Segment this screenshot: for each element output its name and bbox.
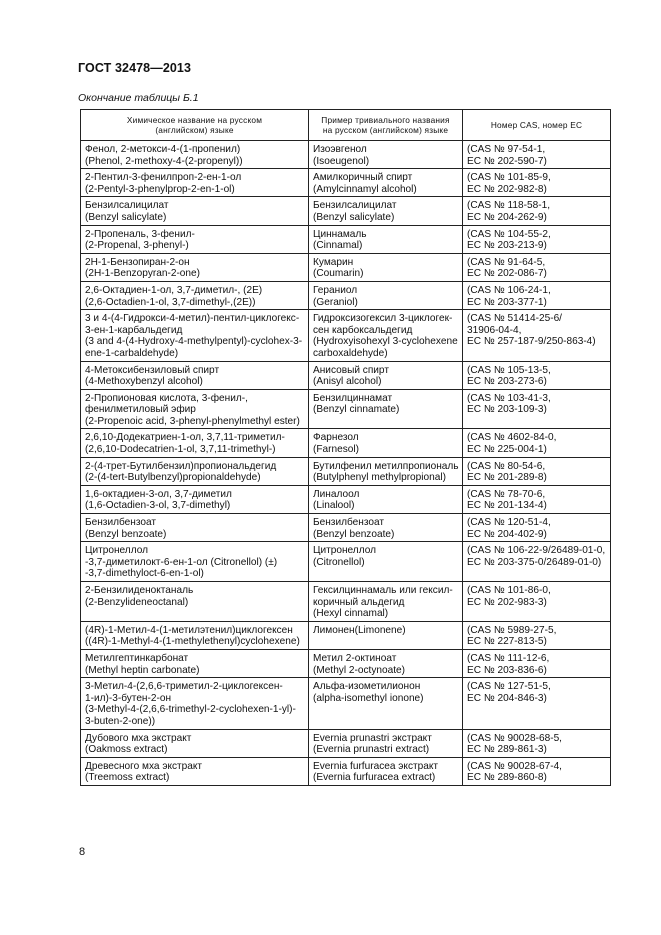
cell-line: (Benzyl benzoate) [85,528,167,540]
table-row [81,678,611,729]
cell-line: 1,6-октадиен-3-ол, 3,7-диметил [85,488,232,500]
cell-line: 3 и 4-(4-Гидрокси-4-метил)-пентил-циклогекс- [85,313,300,325]
cell-line: ЕС № 289-860-8) [467,772,547,784]
cell-line: (CAS № 105-13-5, [467,364,551,376]
cell-cas-ec-number [463,141,611,169]
table-row [81,429,611,457]
column-header-trivial-name [309,110,463,141]
cell-line: ЕС № 257-187-9/250-863-4) [467,336,596,348]
table-row [81,621,611,649]
cell-chemical-name [81,457,309,485]
cell-line: ЕС № 203-377-1) [467,296,547,308]
cell-line: ЕС № 202-982-8) [467,183,547,195]
cell-line: (Methyl heptin carbonate) [85,664,200,676]
cell-line: (CAS № 97-54-1, [467,144,546,155]
header-line: Номер CAS, номер ЕС [490,120,583,130]
cell-chemical-name [81,197,309,225]
table-row [81,281,611,309]
cell-line: (CAS № 101-86-0, [467,585,551,596]
cell-trivial-name [309,757,463,785]
cell-chemical-name [81,729,309,757]
cell-line: (Benzyl benzoate) [313,528,395,540]
cell-line: (Isoeugenol) [313,155,370,167]
document-header: ГОСТ 32478—2013 [78,61,192,75]
cell-chemical-name [81,253,309,281]
cell-line: Бензилциннамат [313,392,393,404]
table-body [81,141,611,786]
cell-line: 2-Пропеналь, 3-фенил- [85,228,195,240]
cell-line: Изоэвгенол [313,144,367,155]
cell-cas-ec-number [463,457,611,485]
cell-line: ЕС № 201-289-8) [467,472,547,484]
cell-cas-ec-number [463,621,611,649]
cell-line: Бензилсалицилат [85,200,169,212]
cell-line: (CAS № 120-51-4, [467,517,551,529]
cell-chemical-name [81,514,309,542]
cell-line: (1,6-Octadien-3-ol, 3,7-dimethyl) [85,500,231,512]
table-row [81,485,611,513]
table-row [81,141,611,169]
cell-line: Цитронеллол [85,545,148,557]
cell-line: ЕС № 203-213-9) [467,240,547,252]
cell-line: (2-Benzylideneoctanal) [85,596,189,608]
cell-chemical-name [81,542,309,582]
cell-line: ЕС № 203-836-6) [467,664,547,676]
cell-chemical-name [81,169,309,197]
cell-chemical-name [81,649,309,677]
cell-line: ЕС № 201-134-4) [467,500,547,512]
cell-line: ЕС № 202-086-7) [467,268,547,280]
table-row [81,197,611,225]
cell-trivial-name [309,621,463,649]
cell-line: Анисовый спирт [313,364,389,376]
cell-line: ЕС № 225-004-1) [467,444,547,456]
cell-line: (2-(4-tert-Butylbenzyl)propionaldehyde) [85,472,261,484]
table-row [81,457,611,485]
cell-trivial-name [309,649,463,677]
column-header-cas-ec-number [463,110,611,141]
cell-line: (CAS № 80-54-6, [467,460,546,472]
cell-line: (CAS № 78-70-6, [467,488,546,500]
cell-line: Метилгептинкарбонат [85,652,189,664]
cell-cas-ec-number [463,389,611,429]
cell-line: (4R)-1-Метил-4-(1-метилэтенил)циклогексен [85,624,293,636]
cell-line: (2-Propenal, 3-phenyl-) [85,240,189,252]
cell-line: (3 and 4-(4-Hydroxy-4-methylpentyl)-cyclohex-3- [85,336,303,348]
cell-line: (CAS № 106-24-1, [467,284,551,296]
cell-trivial-name [309,429,463,457]
cell-line: Гидроксизогексил 3-циклогек- [313,313,453,325]
table-row [81,310,611,361]
cell-line: ЕС № 227-813-5) [467,636,547,648]
cell-line: (alpha-isomethyl ionone) [313,692,424,704]
cell-trivial-name [309,253,463,281]
cell-chemical-name [81,582,309,622]
cell-line: (4-Methoxybenzyl alcohol) [85,376,203,388]
cell-line: (CAS № 118-58-1, [467,200,551,212]
cell-trivial-name [309,141,463,169]
cell-line: 4-Метоксибензиловый спирт [85,364,220,376]
cell-line: Фенол, 2-метокси-4-(1-пропенил) [85,144,241,155]
table-row [81,253,611,281]
cell-line: 1-ил)-3-бутен-2-он [85,692,172,704]
cell-cas-ec-number [463,253,611,281]
table-row [81,389,611,429]
cell-line: (CAS № 106-22-9/26489-01-0, [467,545,606,557]
cell-line: ЕС № 202-983-3) [467,596,547,608]
cell-line: 3-Метил-4-(2,6,6-триметил-2-циклогексен- [85,681,283,693]
cell-line: Бутилфенил метилпропиональ [313,460,459,472]
table-row [81,729,611,757]
cell-line: (Hydroxyisohexyl 3-cyclohexene [313,336,458,348]
table-row [81,649,611,677]
cell-line: (Butylphenyl methylpropional) [313,472,446,484]
cell-line: ЕС № 289-861-3) [467,744,547,756]
cell-cas-ec-number [463,310,611,361]
cell-line: (CAS № 90028-67-4, [467,760,562,772]
cell-chemical-name [81,361,309,389]
column-header-chemical-name [81,110,309,141]
cell-cas-ec-number [463,361,611,389]
cell-line: Фарнезол [313,432,359,444]
cell-line: (CAS № 111-12-6, [467,652,550,664]
cell-line: ЕС № 203-109-3) [467,404,547,416]
cell-line: (2-Propenoic acid, 3-phenyl-phenylmethyl ester) [85,415,300,427]
cell-line: ЕС № 204-262-9) [467,211,547,223]
cell-line: Метил 2-октиноат [313,652,397,664]
cell-line: 2-(4-трет-Бутилбензил)пропиональдегид [85,460,277,472]
header-line: Пример тривиального названия [321,115,450,125]
cell-cas-ec-number [463,542,611,582]
cell-cas-ec-number [463,429,611,457]
cell-line: (CAS № 5989-27-5, [467,624,557,636]
cell-trivial-name [309,582,463,622]
cell-line: Циннамаль [313,228,367,240]
cell-trivial-name [309,485,463,513]
cell-line: Гераниол [313,284,358,296]
cell-line: (CAS № 4602-84-0, [467,432,557,444]
cell-line: Дубового мха экстракт [85,732,192,744]
cell-trivial-name [309,514,463,542]
cell-cas-ec-number [463,678,611,729]
cell-line: 3-buten-2-one)) [85,715,156,727]
header-line: (английском) языке [155,125,234,135]
cell-line: (CAS № 101-85-9, [467,172,551,184]
cell-line: (Coumarin) [313,268,364,280]
cell-trivial-name [309,729,463,757]
cell-chemical-name [81,281,309,309]
cell-line: 2,6-Октадиен-1-ол, 3,7-диметил-, (2Е) [85,284,263,296]
cell-line: Evernia prunastri экстракт [313,732,432,744]
cell-line: (2H-1-Benzopyran-2-one) [85,268,201,280]
cell-line: (Anisyl alcohol) [313,376,382,388]
page-number: 8 [79,846,86,858]
cell-chemical-name [81,310,309,361]
cell-line: коричный альдегид [313,596,405,608]
cell-line: Древесного мха экстракт [85,760,203,772]
header-line: на русском (английском) языке [322,125,449,135]
cell-trivial-name [309,542,463,582]
cell-line: ЕС № 204-846-3) [467,692,547,704]
cell-line: (Treemoss extract) [85,772,170,784]
cell-line: (Linalool) [313,500,355,512]
cell-line: (2,6,10-Dodecatrien-1-ol, 3,7,11-trimethyl-) [85,444,276,456]
cell-line: фенилметиловый эфир [85,404,196,416]
cell-line: Цитронеллол [313,545,376,557]
cell-line: (Cinnamal) [313,240,363,252]
cell-line: Кумарин [313,256,354,268]
cell-line: (Benzyl salicylate) [313,211,395,223]
table-row [81,225,611,253]
table-row [81,542,611,582]
cell-cas-ec-number [463,225,611,253]
cell-trivial-name [309,361,463,389]
cell-line: (Citronellol) [313,556,365,568]
table-row [81,361,611,389]
cell-line: ЕС № 203-273-6) [467,376,547,388]
cell-cas-ec-number [463,729,611,757]
cell-line: 3-ен-1-карбальдегид [85,324,183,336]
cell-line: (CAS № 91-64-5, [467,256,546,268]
cell-line: 2-Пропионовая кислота, 3-фенил-, [85,392,248,404]
cell-line: (CAS № 51414-25-6/ [467,313,562,325]
cell-cas-ec-number [463,281,611,309]
cell-line: (Evernia furfuracea extract) [313,772,436,784]
cell-line: 2-Бензилиденоктаналь [85,585,194,596]
cell-line: (2,6-Octadien-1-ol, 3,7-dimethyl-,(2E)) [85,296,256,308]
cell-cas-ec-number [463,514,611,542]
cell-line: Evernia furfuracea экстракт [313,760,439,772]
cell-line: ene-1-carbaldehyde) [85,347,179,359]
cell-line: (Benzyl cinnamate) [313,404,400,416]
cell-cas-ec-number [463,649,611,677]
cell-line: Бензилсалицилат [313,200,397,212]
cell-line: (2-Pentyl-3-phenylprop-2-en-1-ol) [85,183,235,195]
cell-line: (Phenol, 2-methoxy-4-(2-propenyl)) [85,155,243,167]
cell-chemical-name [81,757,309,785]
cell-trivial-name [309,197,463,225]
cell-line: (Evernia prunastri extract) [313,744,430,756]
cell-line: (CAS № 103-41-3, [467,392,551,404]
cell-line: сен карбоксальдегид [313,324,413,336]
cell-line: (Benzyl salicylate) [85,211,167,223]
cell-line: (Oakmoss extract) [85,744,168,756]
cell-line: Бензилбензоат [313,517,384,529]
cell-chemical-name [81,225,309,253]
table-row [81,757,611,785]
cell-cas-ec-number [463,485,611,513]
cell-line: Альфа-изометилионон [313,681,421,693]
cell-line: (Methyl 2-octynoate) [313,664,406,676]
cell-line: ((4R)-1-Methyl-4-(1-methylethenyl)cyclohexene) [85,636,300,648]
cell-trivial-name [309,281,463,309]
cell-trivial-name [309,457,463,485]
cell-trivial-name [309,310,463,361]
cell-trivial-name [309,225,463,253]
cell-line: -3,7-диметилокт-6-ен-1-ол (Citronellol) (±) [85,556,278,568]
cell-line: Линалоол [313,488,360,500]
cell-line: ЕС № 202-590-7) [467,155,547,167]
cell-line: Гексилциннамаль или гексил- [313,585,453,596]
cell-chemical-name [81,678,309,729]
cell-chemical-name [81,141,309,169]
cell-chemical-name [81,485,309,513]
cell-line: ЕС № 203-375-0/26489-01-0) [467,556,602,568]
cell-line: 2,6,10-Додекатриен-1-ол, 3,7,11-триметил- [85,432,285,444]
cell-line: Амилкоричный спирт [313,172,413,184]
cell-cas-ec-number [463,197,611,225]
cell-line: (3-Methyl-4-(2,6,6-trimethyl-2-cyclohexen-1-yl)- [85,704,296,716]
header-line: Химическое название на русском [126,115,263,125]
cell-line: carboxaldehyde) [313,347,388,359]
cell-line: (CAS № 90028-68-5, [467,732,562,744]
cell-line: -3,7-dimethyloct-6-en-1-ol) [85,568,204,580]
cell-chemical-name [81,389,309,429]
cell-cas-ec-number [463,757,611,785]
cell-trivial-name [309,389,463,429]
table-header-row [81,110,611,141]
cell-line: (Hexyl cinnamal) [313,608,389,620]
cell-chemical-name [81,429,309,457]
cell-trivial-name [309,678,463,729]
table-caption: Окончание таблицы Б.1 [78,92,199,104]
cell-cas-ec-number [463,169,611,197]
cell-line: Бензилбензоат [85,517,156,529]
cell-line: ЕС № 204-402-9) [467,528,547,540]
cell-line: 31906-04-4, [467,324,522,336]
cell-line: 2-Пентил-3-фенилпроп-2-ен-1-ол [85,172,242,184]
cell-trivial-name [309,169,463,197]
table-row [81,514,611,542]
cell-line: (Amylcinnamyl alcohol) [313,183,417,195]
table-row [81,169,611,197]
cell-line: Лимонен(Limonene) [313,624,406,636]
cell-cas-ec-number [463,582,611,622]
table-row [81,582,611,622]
cell-line: (CAS № 127-51-5, [467,681,551,693]
chemical-table [80,109,611,786]
cell-line: (Geraniol) [313,296,358,308]
cell-line: (CAS № 104-55-2, [467,228,551,240]
cell-chemical-name [81,621,309,649]
cell-line: 2Н-1-Бензопиран-2-он [85,256,190,268]
cell-line: (Farnesol) [313,444,359,456]
